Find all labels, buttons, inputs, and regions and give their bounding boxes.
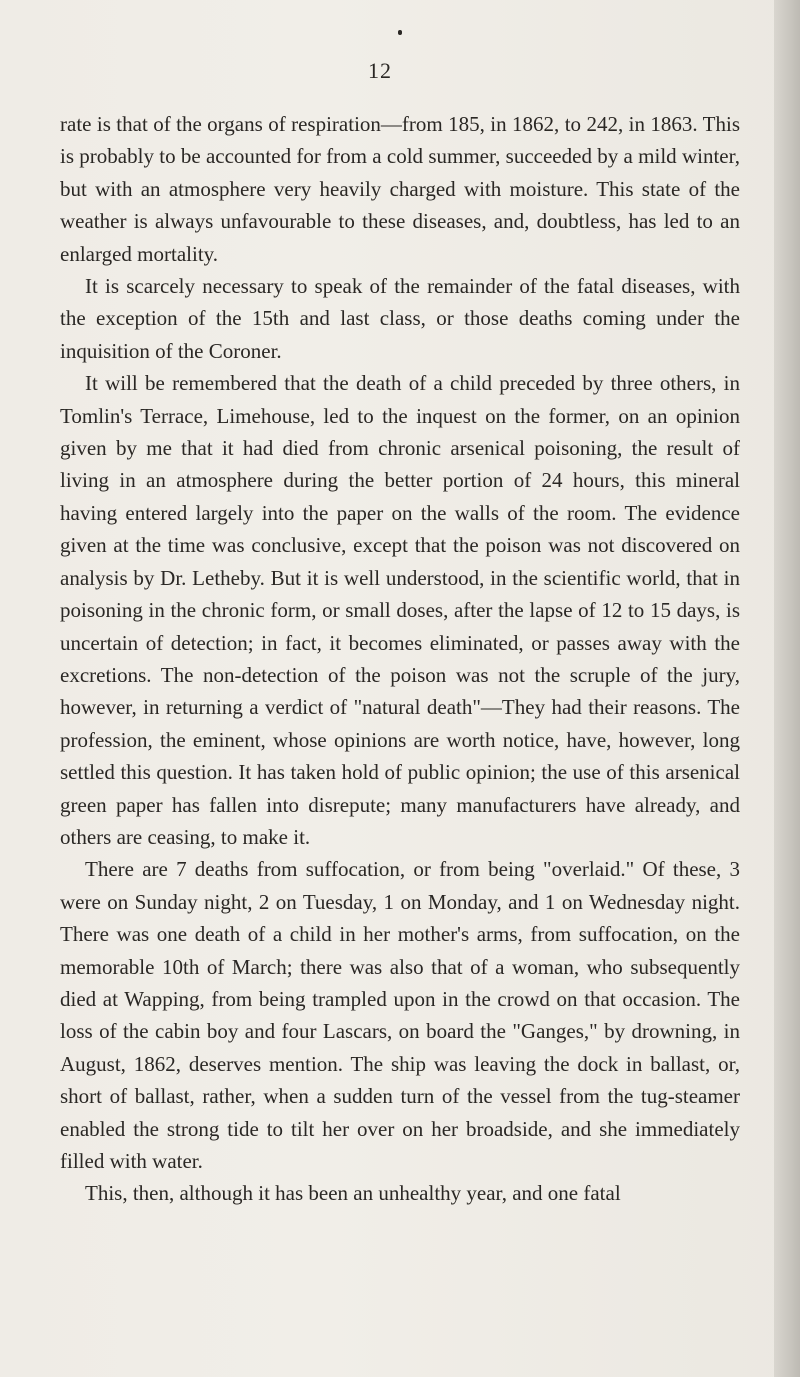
page-edge-shadow — [774, 0, 800, 1377]
paragraph-suffocation: There are 7 deaths from suffocation, or from being "overlaid." Of these, 3 were on Sunday night, 2 on Tuesday, 1 on Monday, and 1 on Wednesday night. There was one death of a child in her mother's arms, from suffocation, on the memorable 10th of March; there was also that of a woman, who subsequently died at Wapping, from being trampled upon in the crowd on that occasion. The loss of the cabin boy and four Lascars, on board the "Ganges," by drowning, in August, 1862, deserves mention. The ship was leaving the dock in ballast, or, short of ballast, rather, when a sudden turn of the vessel from the tug-steamer enabled the strong tide to tilt her over on her broadside, and she immediately filled with water. — [60, 857, 740, 1173]
ink-speck — [398, 30, 402, 35]
body-text — [60, 108, 740, 1210]
paragraph-arsenical-poisoning: It will be remembered that the death of a child preceded by three others, in Tomlin's Terrace, Limehouse, led to the inquest on the former, on an opinion given by me that it had died from chronic arsenical poisoning, the result of living in an atmosphere during the better portion of 24 hours, this mineral having entered largely into the paper on the walls of the room. The evidence given at the time was conclusive, except that the poison was not discovered on analysis by Dr. Letheby. But it is well understood, in the scientific world, that in poisoning in the chronic form, or small doses, after the lapse of 12 to 15 days, is uncertain of detection; in fact, it becomes eliminated, or passes away with the excretions. The non-detection of the poison was not the scruple of the jury, however, in returning a verdict of "natural death"—They had their reasons. The profession, the eminent, whose opinions are worth notice, have, however, long settled this question. It has taken hold of public opinion; the use of this arsenical green paper has fallen into disrepute; many manufacturers have already, and others are ceasing, to make it. — [60, 371, 740, 849]
paragraph-fatal-diseases: It is scarcely necessary to speak of the remainder of the fatal diseases, with the exception of the 15th and last class, or those deaths coming under the inquisition of the Coroner. — [60, 274, 740, 363]
paragraph-closing: This, then, although it has been an unhealthy year, and one fatal — [85, 1181, 621, 1206]
page-number: 12 — [368, 58, 392, 83]
paragraph-continuation: rate is that of the organs of respiration—from 185, in 1862, to 242, in 1863. This is probably to be accounted for from a cold summer, succeeded by a mild winter, but with an atmosphere very heavily charged with moisture. This state of the weather is always unfavourable to these diseases, and, doubtless, has led to an enlarged mortality. — [60, 112, 740, 266]
